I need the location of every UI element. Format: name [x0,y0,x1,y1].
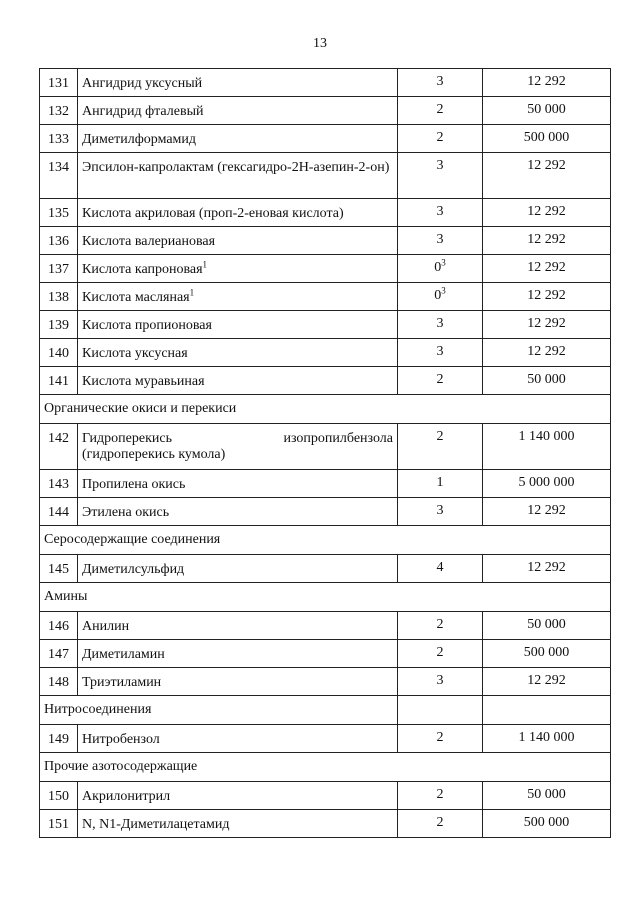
threshold-amount: 12 292 [483,199,611,227]
hazard-class: 2 [436,429,444,444]
hazard-class: 3 [436,673,444,688]
row-number: 141 [40,367,78,395]
substance-name-cell [78,668,398,696]
hazard-class-cell [398,339,483,367]
substance-name-part: изопропилбензола [283,431,393,446]
substance-name-cell [78,153,398,199]
page-number: 13 [313,36,327,51]
hazard-class-cell [398,199,483,227]
row-number: 148 [40,668,78,696]
section-title: Прочие азотосодержащие [40,753,611,782]
substance-name-cell [78,367,398,395]
hazard-class: 3 [436,204,444,219]
substance-name: Ангидрид уксусный [82,76,203,91]
threshold-amount: 500 000 [483,125,611,153]
substance-name: Этилена окись [82,505,170,520]
table-body [40,69,611,838]
substance-name-cell [78,725,398,753]
hazard-class-cell [398,555,483,583]
hazard-class-cell [398,311,483,339]
row-number: 131 [40,69,78,97]
row-number: 151 [40,810,78,838]
substance-name-part: Гидроперекись [82,431,172,446]
table-row [40,339,611,367]
section-header-row [40,526,611,555]
substance-name: Кислота валериановая [82,234,216,249]
row-number: 135 [40,199,78,227]
threshold-amount: 1 140 000 [483,725,611,753]
threshold-amount: 12 292 [483,339,611,367]
substance-name-cell [78,199,398,227]
substance-name: N, N1-Диметилацетамид [82,817,230,832]
substance-name-cell [78,470,398,498]
substance-name-cell [78,97,398,125]
table-row [40,810,611,838]
substance-name-cell [78,69,398,97]
row-number: 140 [40,339,78,367]
footnote-mark: 3 [441,285,446,296]
table-row [40,555,611,583]
substance-name: Кислота капроновая [82,262,203,277]
row-number: 142 [40,424,78,470]
substance-name: Диметиламин [82,647,165,662]
table-row [40,311,611,339]
table-row [40,199,611,227]
hazard-class-cell [398,498,483,526]
hazard-class: 2 [436,130,444,145]
table-row [40,69,611,97]
row-number: 144 [40,498,78,526]
hazard-class-cell [398,640,483,668]
table-row [40,470,611,498]
threshold-amount: 50 000 [483,97,611,125]
substance-name-cell [78,498,398,526]
section-header-row [40,583,611,612]
hazard-class: 3 [436,316,444,331]
substance-name: Нитробензол [82,732,160,747]
hazard-class-cell [398,668,483,696]
hazard-class-cell [398,367,483,395]
substance-name: Эпсилон-капролактам (гексагидро-2Н-азепин-2-он) [82,160,390,175]
hazard-class-cell [398,153,483,199]
hazard-class: 3 [436,232,444,247]
footnote-mark: 3 [441,257,446,268]
threshold-amount: 500 000 [483,640,611,668]
threshold-amount: 50 000 [483,782,611,810]
section-header-row [40,395,611,424]
threshold-amount: 1 140 000 [483,424,611,470]
hazard-class-cell [398,612,483,640]
empty-cell [483,696,611,725]
table-row [40,367,611,395]
substance-name-cell [78,424,398,470]
substance-name: Акрилонитрил [82,789,171,804]
substance-name-cell [78,555,398,583]
substance-name: Пропилена окись [82,477,186,492]
hazard-class: 2 [436,815,444,830]
table-row [40,255,611,283]
threshold-amount: 12 292 [483,153,611,199]
hazard-class: 2 [436,372,444,387]
row-number: 132 [40,97,78,125]
hazard-class: 3 [436,344,444,359]
substance-name: Диметилформамид [82,132,197,147]
substance-name: Кислота масляная [82,290,190,305]
threshold-amount: 12 292 [483,555,611,583]
table-row [40,612,611,640]
substance-name-cell [78,311,398,339]
hazard-class-cell [398,283,483,311]
threshold-amount: 50 000 [483,612,611,640]
substance-name: Кислота муравьиная [82,374,205,389]
threshold-amount: 12 292 [483,498,611,526]
section-title: Серосодержащие соединения [40,526,611,555]
table-row [40,782,611,810]
footnote-mark: 1 [189,287,195,298]
hazard-class-cell [398,97,483,125]
threshold-amount: 12 292 [483,311,611,339]
table-row [40,640,611,668]
hazard-class-cell [398,470,483,498]
table-row [40,668,611,696]
row-number: 136 [40,227,78,255]
table-row [40,97,611,125]
table-row [40,227,611,255]
substance-name-cell [78,339,398,367]
hazard-class-cell [398,810,483,838]
table-row [40,283,611,311]
hazard-class: 4 [436,560,444,575]
substance-name: Ангидрид фталевый [82,104,204,119]
substance-name-part: (гидроперекись кумола) [82,447,226,462]
row-number: 145 [40,555,78,583]
hazard-class: 3 [436,503,444,518]
substance-name-cell [78,640,398,668]
substance-name: Анилин [82,619,130,634]
table-row [40,125,611,153]
hazard-class: 2 [436,645,444,660]
substance-name: Кислота пропионовая [82,318,212,333]
row-number: 137 [40,255,78,283]
substances-table [39,68,611,838]
section-header-row [40,753,611,782]
substance-name-cell [78,782,398,810]
threshold-amount: 50 000 [483,367,611,395]
threshold-amount: 500 000 [483,810,611,838]
table-row [40,424,611,470]
hazard-class-cell [398,255,483,283]
row-number: 147 [40,640,78,668]
table-row [40,725,611,753]
substance-name-cell [78,255,398,283]
threshold-amount: 12 292 [483,283,611,311]
substance-name: Кислота акриловая (проп-2-еновая кислота) [82,206,344,221]
hazard-class-cell [398,227,483,255]
substance-name: Триэтиламин [82,675,162,690]
row-number: 134 [40,153,78,199]
section-title: Органические окиси и перекиси [40,395,611,424]
row-number: 146 [40,612,78,640]
hazard-class: 0 [434,260,442,275]
hazard-class: 2 [436,102,444,117]
hazard-class: 2 [436,787,444,802]
hazard-class: 1 [436,475,444,490]
hazard-class: 2 [436,730,444,745]
hazard-class-cell [398,725,483,753]
row-number: 150 [40,782,78,810]
substance-name: Кислота уксусная [82,346,188,361]
substance-name: Диметилсульфид [82,562,185,577]
hazard-class: 3 [436,158,444,173]
section-title: Нитросоединения [40,696,398,725]
row-number: 149 [40,725,78,753]
substance-name-cell [78,283,398,311]
substance-name-cell [78,612,398,640]
row-number: 133 [40,125,78,153]
row-number: 138 [40,283,78,311]
threshold-amount: 12 292 [483,255,611,283]
row-number: 139 [40,311,78,339]
table-row [40,153,611,199]
footnote-mark: 1 [202,259,208,270]
substance-name-cell [78,227,398,255]
section-header-row [40,696,611,725]
hazard-class-cell [398,424,483,470]
substance-name-cell [78,125,398,153]
threshold-amount: 12 292 [483,227,611,255]
section-title: Амины [40,583,611,612]
row-number: 143 [40,470,78,498]
hazard-class-cell [398,125,483,153]
threshold-amount: 5 000 000 [483,470,611,498]
threshold-amount: 12 292 [483,69,611,97]
substance-name-cell [78,810,398,838]
empty-cell [398,696,483,725]
hazard-class-cell [398,69,483,97]
threshold-amount: 12 292 [483,668,611,696]
hazard-class-cell [398,782,483,810]
table-row [40,498,611,526]
hazard-class: 3 [436,74,444,89]
hazard-class: 0 [434,288,442,303]
hazard-class: 2 [436,617,444,632]
